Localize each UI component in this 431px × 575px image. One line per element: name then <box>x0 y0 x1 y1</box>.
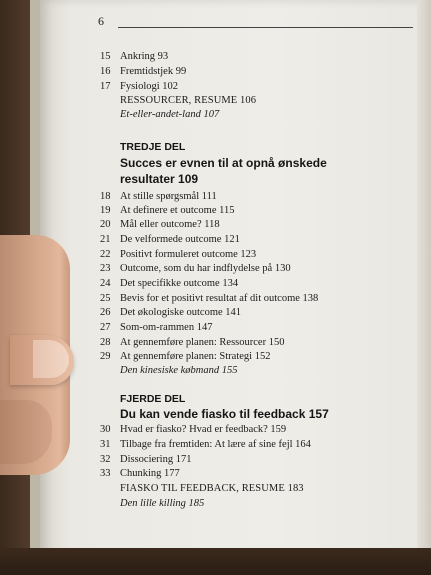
chapter-title: Fremtidstjek 99 <box>120 66 187 77</box>
chapter-title: Hvad er fiasko? Hvad er feedback? 159 <box>120 424 287 435</box>
part-title: Du kan vende fiasko til feedback 157 <box>120 407 329 421</box>
chapter-title: Outcome, som du har indflydelse på 130 <box>120 263 291 274</box>
chapter-title: Dissociering 171 <box>120 454 192 465</box>
chapter-number: 27 <box>100 322 111 333</box>
chapter-number: 33 <box>100 468 111 479</box>
chapter-title: Ankring 93 <box>120 51 169 62</box>
chapter-number: 31 <box>100 439 111 450</box>
chapter-number: 21 <box>100 234 111 245</box>
chapter-title: Tilbage fra fremtiden: At lære af sine fejl 164 <box>120 439 311 450</box>
chapter-number: 18 <box>100 191 111 202</box>
chapter-number: 15 <box>100 51 111 62</box>
chapter-title: Som-om-rammen 147 <box>120 322 213 333</box>
chapter-title: Det specifikke outcome 134 <box>120 278 239 289</box>
chapter-number: 30 <box>100 424 111 435</box>
chapter-title: Mål eller outcome? 118 <box>120 219 220 230</box>
chapter-title: At gennemføre planen: Ressourcer 150 <box>120 337 285 348</box>
chapter-number: 20 <box>100 219 111 230</box>
story-title: Et-eller-andet-land 107 <box>120 109 220 120</box>
summary-title: RESSOURCER, RESUME 106 <box>120 95 257 106</box>
chapter-number: 19 <box>100 205 111 216</box>
chapter-number: 24 <box>100 278 111 289</box>
chapter-title: Chunking 177 <box>120 468 180 479</box>
chapter-title: Bevis for et positivt resultat af dit outcome 138 <box>120 293 319 304</box>
part-title: resultater 109 <box>120 172 199 186</box>
chapter-title: At gennemføre planen: Strategi 152 <box>120 351 271 362</box>
chapter-number: 22 <box>100 249 111 260</box>
chapter-title: Det økologiske outcome 141 <box>120 307 242 318</box>
chapter-number: 25 <box>100 293 111 304</box>
chapter-title: Fysiologi 102 <box>120 81 179 92</box>
story-title: Den lille killing 185 <box>120 498 205 509</box>
chapter-title: At definere et outcome 115 <box>120 205 235 216</box>
chapter-title: At stille spørgsmål 111 <box>120 191 217 202</box>
story-title: Den kinesiske købmand 155 <box>120 365 238 376</box>
page-number: 6 <box>98 14 104 28</box>
summary-title: FIASKO TIL FEEDBACK, RESUME 183 <box>120 483 304 494</box>
chapter-number: 16 <box>100 66 111 77</box>
header-rule <box>118 27 413 28</box>
table-surface-bottom <box>0 548 431 575</box>
chapter-number: 32 <box>100 454 111 465</box>
part-label: FJERDE DEL <box>120 393 186 405</box>
chapter-number: 17 <box>100 81 111 92</box>
chapter-number: 29 <box>100 351 111 362</box>
chapter-number: 28 <box>100 337 111 348</box>
page-edge <box>417 0 431 556</box>
chapter-title: De velformede outcome 121 <box>120 234 240 245</box>
part-title: Succes er evnen til at opnå ønskede <box>120 156 327 170</box>
chapter-title: Positivt formuleret outcome 123 <box>120 249 257 260</box>
thumbnail <box>33 340 69 378</box>
chapter-number: 26 <box>100 307 111 318</box>
chapter-number: 23 <box>100 263 111 274</box>
part-label: TREDJE DEL <box>120 141 186 153</box>
